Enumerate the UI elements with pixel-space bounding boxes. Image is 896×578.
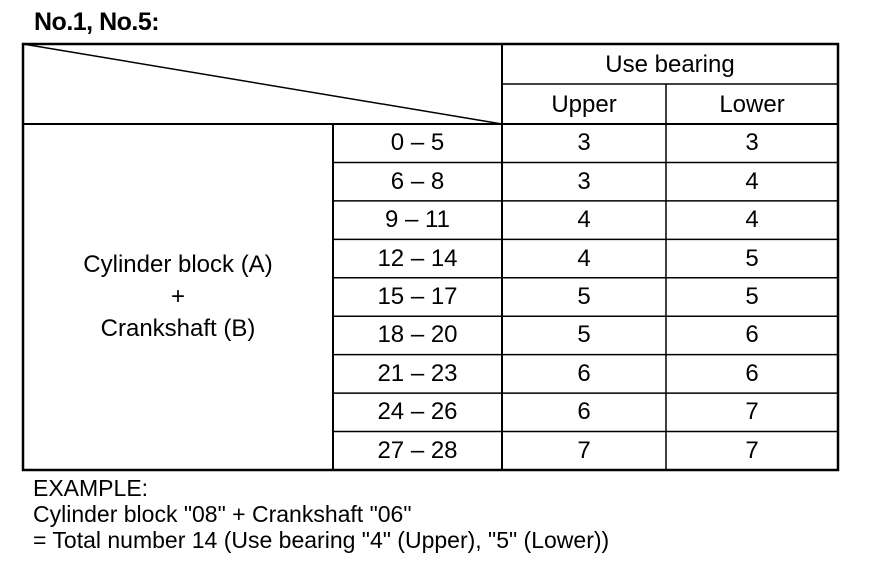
header-diagonal xyxy=(23,44,502,124)
lower-cell: 4 xyxy=(745,167,759,195)
lower-cell: 5 xyxy=(745,244,759,272)
lower-cell: 6 xyxy=(745,359,759,387)
example-note xyxy=(33,475,609,553)
upper-cell: 7 xyxy=(577,436,591,464)
lower-cell: 5 xyxy=(745,282,759,310)
upper-cell: 6 xyxy=(577,398,591,426)
crankshaft-label: Crankshaft (B) xyxy=(100,315,256,342)
cylinder-block-label: Cylinder block (A) xyxy=(83,251,273,278)
lower-cell: 7 xyxy=(745,398,759,426)
range-cell: 27 – 28 xyxy=(377,436,458,464)
lower-cell: 3 xyxy=(745,129,759,157)
plus-sign: + xyxy=(170,283,185,310)
example-line-2: = Total number 14 (Use bearing "4" (Upper), "5" (Lower)) xyxy=(33,527,610,553)
upper-header: Upper xyxy=(551,91,617,118)
use-bearing-header: Use bearing xyxy=(605,51,735,78)
range-cell: 21 – 23 xyxy=(377,359,458,387)
range-cell: 12 – 14 xyxy=(377,244,458,272)
upper-cell: 3 xyxy=(577,167,591,195)
upper-cell: 4 xyxy=(577,206,591,234)
range-cell: 24 – 26 xyxy=(377,398,458,426)
lower-cell: 7 xyxy=(745,436,759,464)
page-title: No.1, No.5: xyxy=(34,8,160,36)
range-cell: 9 – 11 xyxy=(385,206,450,234)
range-cell: 18 – 20 xyxy=(377,321,458,349)
combined-label xyxy=(23,124,333,470)
example-line-1: Cylinder block "08" + Crankshaft "06" xyxy=(33,501,412,527)
example-heading: EXAMPLE: xyxy=(33,475,149,501)
range-cell: 6 – 8 xyxy=(390,167,445,195)
lower-header: Lower xyxy=(719,91,785,118)
range-cell: 0 – 5 xyxy=(390,129,445,157)
upper-cell: 3 xyxy=(577,129,591,157)
upper-cell: 5 xyxy=(577,321,591,349)
upper-cell: 5 xyxy=(577,282,591,310)
range-cell: 15 – 17 xyxy=(377,282,458,310)
upper-cell: 4 xyxy=(577,244,591,272)
upper-cell: 6 xyxy=(577,359,591,387)
lower-cell: 4 xyxy=(745,206,759,234)
lower-cell: 6 xyxy=(745,321,759,349)
